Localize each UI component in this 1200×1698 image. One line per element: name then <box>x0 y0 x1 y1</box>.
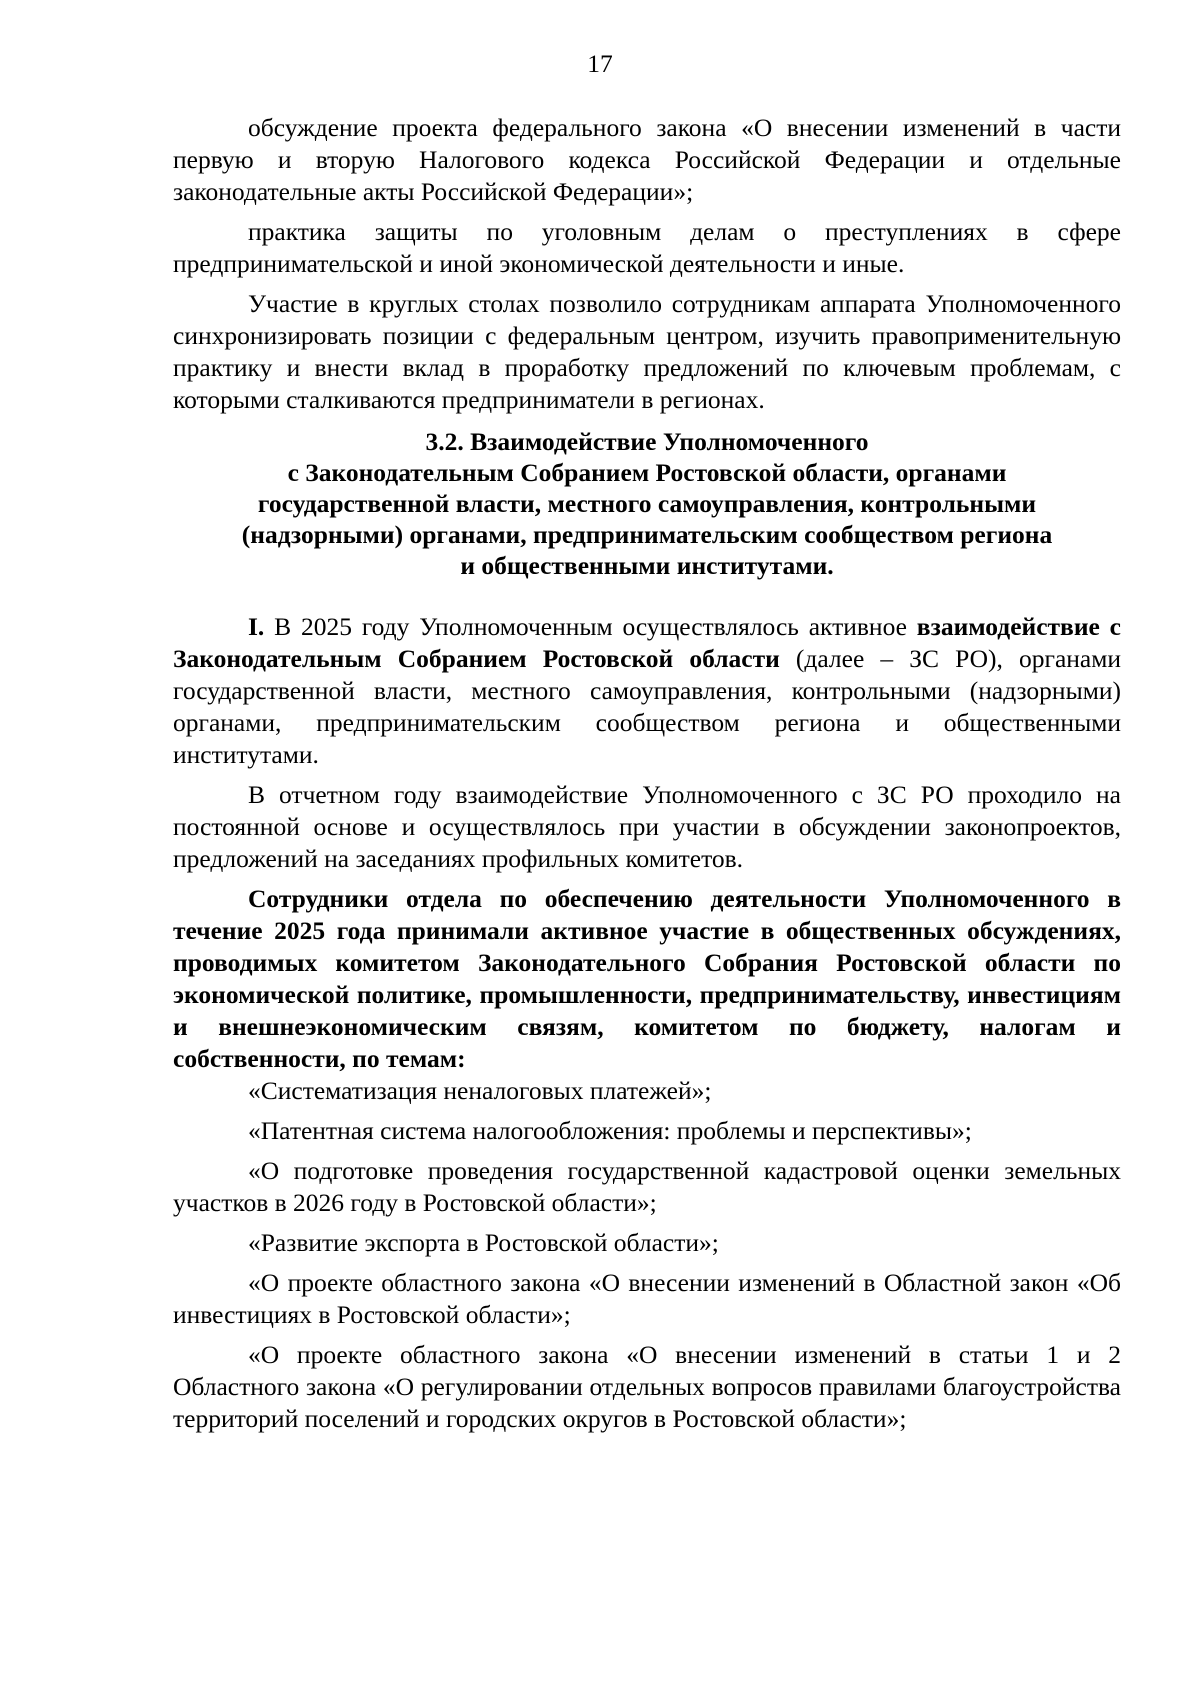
section-heading-line: с Законодательным Собранием Ростовской области, органами <box>287 458 1007 487</box>
paragraph-round-tables: Участие в круглых столах позволило сотрудникам аппарата Уполномоченного синхронизировать позиции с федеральным центром, изучить правоприменительную практику и внести вклад в проработку предложений по ключевым проблемам, с которыми сталкиваются предприниматели в регионах. <box>173 289 1121 414</box>
paragraph-draft-law-discussion: обсуждение проекта федерального закона «О внесении изменений в части первую и вторую Налогового кодекса Российской Федерации и отдельные законодательные акты Российской Федерации»; <box>173 113 1121 206</box>
bold-run: Сотрудники отдела по обеспечению деятельности Уполномоченного в течение 2025 года принимали активное участие в общественных обсуждениях, проводимых комитетом Законодательного Собрания Ростовской области по экономической политике, промышленности, предпринимательству, инвестициям и внешнеэкономическим связям, комитетом по бюджету, налогам и собственности, по темам: <box>173 884 1121 1073</box>
topic-item: «Систематизация неналоговых платежей»; <box>248 1076 712 1105</box>
paragraph-criminal-defense-practice: практика защиты по уголовным делам о преступлениях в сфере предпринимательской и иной экономической деятельности и иные. <box>173 217 1121 278</box>
topic-item: «О проекте областного закона «О внесении изменений в Областной закон «Об инвестициях в Ростовской области»; <box>173 1268 1121 1329</box>
section-heading-line: и общественными институтами. <box>460 551 834 580</box>
text-run: В 2025 году Уполномоченным осуществлялось активное <box>264 612 917 641</box>
paragraph-interaction-overview <box>173 611 1121 771</box>
paragraph-staff-participation <box>173 883 1121 1075</box>
text-run: (далее – ЗС РО), органами государственной власти, местного самоуправления, контрольными (надзорными) органами, предпринимательским сообществом региона и общественными институтами. <box>173 644 1122 769</box>
section-heading-line: (надзорными) органами, предпринимательским сообществом региона <box>241 520 1053 549</box>
document-body <box>173 112 1121 1443</box>
topic-item: «Патентная система налогообложения: проблемы и перспективы»; <box>248 1116 972 1145</box>
paragraph-reporting-year: В отчетном году взаимодействие Уполномоченного с ЗС РО проходило на постоянной основе и осуществлялось при участии в обсуждении законопроектов, предложений на заседаниях профильных комитетов. <box>173 780 1121 873</box>
section-heading-line: государственной власти, местного самоуправления, контрольными <box>257 489 1037 518</box>
section-heading-line: 3.2. Взаимодействие Уполномоченного <box>425 427 869 456</box>
page-number: 17 <box>587 49 613 78</box>
topic-item: «Развитие экспорта в Ростовской области»; <box>248 1228 719 1257</box>
section-heading <box>173 426 1121 581</box>
roman-numeral: I. <box>248 612 265 641</box>
topic-item: «О проекте областного закона «О внесении изменений в статьи 1 и 2 Областного закона «О регулировании отдельных вопросов правилами благоустройства территорий поселений и городских округов в Ростовской области»; <box>173 1340 1121 1433</box>
topic-item: «О подготовке проведения государственной кадастровой оценки земельных участков в 2026 году в Ростовской области»; <box>173 1156 1121 1217</box>
bold-run: взаимодействие с Законодательным Собранием Ростовской области <box>173 612 1121 673</box>
